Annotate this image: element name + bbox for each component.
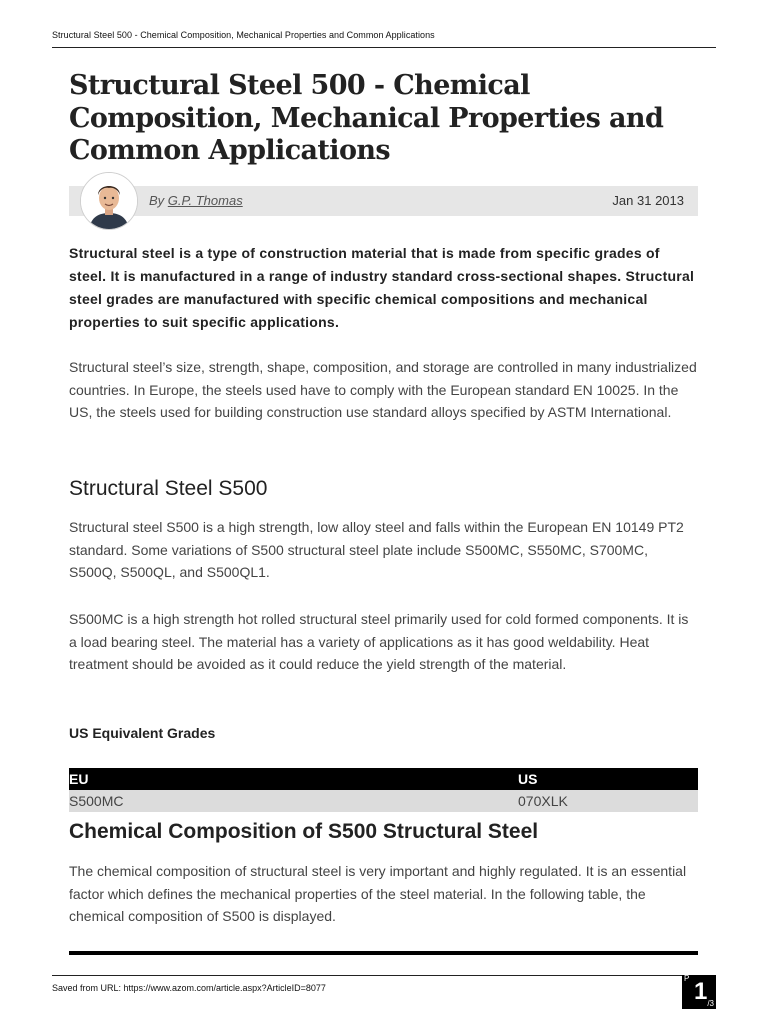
table-cell-eu: S500MC — [69, 790, 518, 812]
byline — [149, 193, 243, 208]
intro-paragraph: Structural steel’s size, strength, shape, composition, and storage are controlled in many industrialized countries. In Europe, the steels used have to comply with the European standard EN 10025. In the US, the steels used for building construction use standard alloys specified by ASTM International. — [69, 359, 697, 421]
running-header: Structural Steel 500 - Chemical Composition, Mechanical Properties and Common Applications — [52, 30, 435, 40]
chemical-paragraph: The chemical composition of structural steel is very important and highly regulated. It is an essential factor which defines the mechanical properties of the steel material. In the following table, the chemical composition of S500 is displayed. — [69, 863, 687, 925]
lead-paragraph: Structural steel is a type of construction material that is made from specific grades of steel. It is manufactured in a range of industry standard cross-sectional shapes. Structural steel grades are manufactured with specific chemical compositions and mechanical properties to suit specific applications. — [69, 245, 695, 330]
table-header-row — [69, 768, 698, 790]
equivalent-grades-table — [69, 768, 698, 812]
table-row — [69, 790, 698, 812]
us-equivalent-heading: US Equivalent Grades — [69, 725, 216, 741]
header-divider — [52, 47, 716, 48]
table-header-us: US — [518, 768, 698, 790]
author-avatar[interactable] — [80, 172, 138, 230]
s500mc-paragraph: S500MC is a high strength hot rolled structural steel primarily used for cold formed components. It is a load bearing steel. The material has a variety of applications as it has good weldability. Heat treatment should be avoided as it could reduce the yield strength of the material. — [69, 611, 689, 673]
content-end-rule — [69, 951, 698, 955]
author-link[interactable]: G.P. Thomas — [167, 193, 243, 208]
page-total: /3 — [707, 999, 714, 1008]
s500-paragraph: Structural steel S500 is a high strength, low alloy steel and falls within the European EN 10149 PT2 standard. Some variations of S500 structural steel plate include S500MC, S550MC, S700MC, S500Q, S500QL, and S500QL1. — [69, 519, 684, 581]
table-cell-us: 070XLK — [518, 790, 698, 812]
page-prefix: P — [684, 974, 690, 983]
article-title: Structural Steel 500 - Chemical Composition, Mechanical Properties and Common Applications — [69, 70, 664, 166]
page-indicator — [682, 975, 716, 1009]
page-number: 1 — [694, 978, 708, 1005]
publish-date: Jan 31 2013 — [612, 193, 684, 208]
section-heading-chemical: Chemical Composition of S500 Structural Steel — [69, 820, 539, 843]
table-header-eu: EU — [69, 768, 518, 790]
author-portrait-icon — [81, 173, 137, 229]
footer-divider — [52, 975, 716, 976]
saved-from-url: Saved from URL: https://www.azom.com/article.aspx?ArticleID=8077 — [52, 983, 326, 993]
section-heading-s500: Structural Steel S500 — [69, 477, 268, 500]
byline-prefix: By — [149, 193, 165, 208]
